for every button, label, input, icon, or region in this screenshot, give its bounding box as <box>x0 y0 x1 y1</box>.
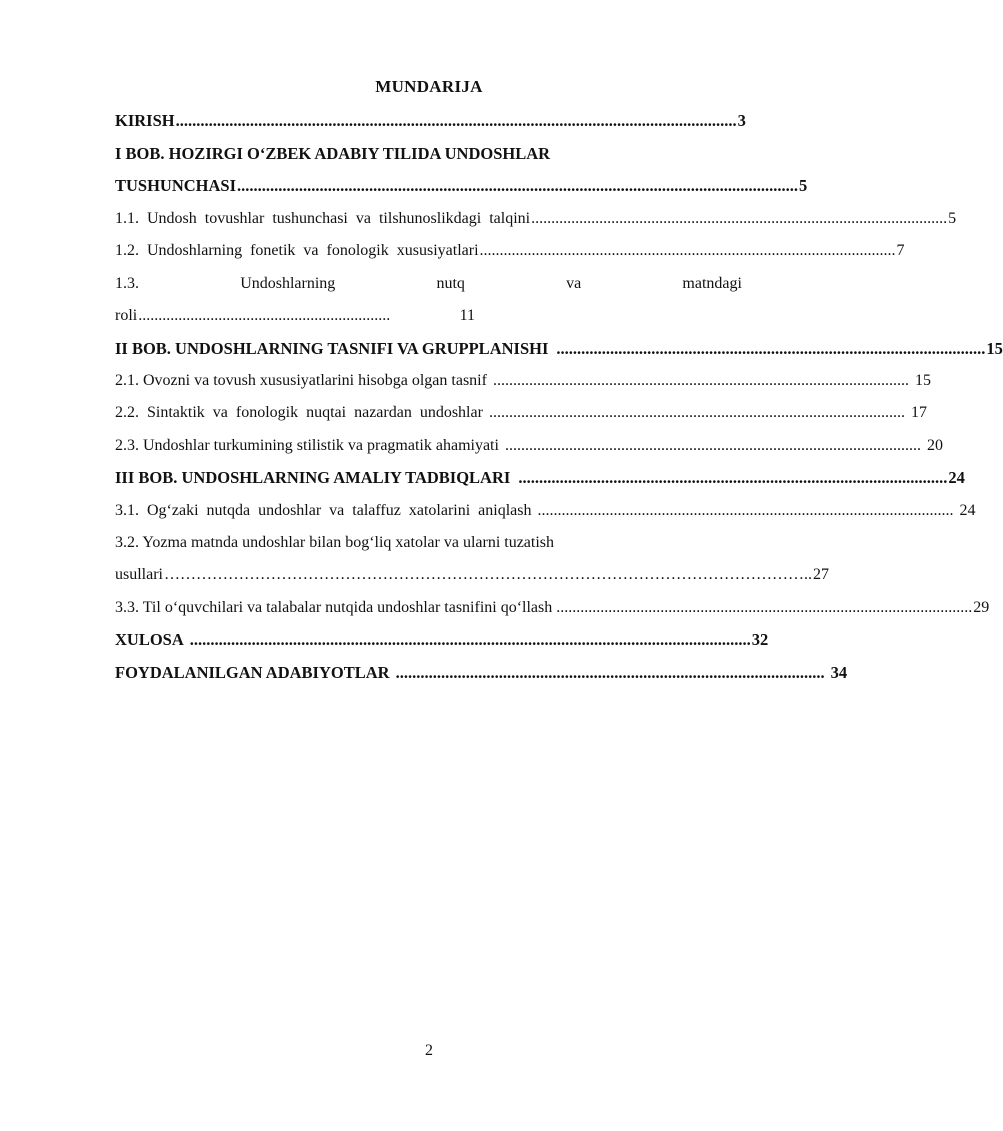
toc-leader-dots: ........................................................................................................ <box>531 210 948 227</box>
toc-entry-label: 1.1. Undosh tovushlar tushunchasi va tilshunoslikdagi talqini <box>115 210 531 227</box>
toc-leader-dots: ........................................................................................................ <box>492 372 909 389</box>
toc-entry-xulosa <box>115 629 769 651</box>
toc-leader-dots: ........................................................................................................ <box>556 599 973 616</box>
toc-entry-word: va <box>566 275 582 292</box>
toc-entry-kirish <box>115 110 746 132</box>
toc-entry-label: 3.2. Yozma matnda undoshlar bilan bog‘liq xatolar va ularni tuzatish <box>115 534 555 551</box>
toc-entry-label: usullari <box>115 566 163 583</box>
toc-page-number: 29 <box>973 599 990 616</box>
toc-leader-dots: ………………………………………………………………………………………………………….. <box>164 566 812 583</box>
toc-leader-dots: ........................................................................................................................................ <box>189 630 751 649</box>
toc-entry-chapter-1 <box>115 175 808 197</box>
toc-leader-dots: ........................................................................................................ <box>479 242 896 259</box>
toc-entry-label: roli <box>115 307 138 324</box>
toc-page-number: 11 <box>459 307 475 324</box>
toc-page-number: 24 <box>948 468 965 487</box>
toc-leader-dots: ........................................................................................................ <box>556 339 986 358</box>
toc-page-number: 3 <box>737 111 746 130</box>
toc-entry-label: TUSHUNCHASI <box>115 176 237 195</box>
toc-entry-word: nutq <box>436 275 465 292</box>
toc-entry-label: KIRISH <box>115 111 175 130</box>
toc-page-number: 20 <box>926 437 943 454</box>
toc-entry-word: Undoshlarning <box>240 275 336 292</box>
toc-page-number: 15 <box>914 372 931 389</box>
toc-entry-2-2 <box>115 402 927 424</box>
toc-page-number: 24 <box>959 502 976 519</box>
toc-entry-label: 3.1. Og‘zaki nutqda undoshlar va talaffuz xatolarini aniqlash <box>115 502 532 519</box>
toc-entry-word: matndagi <box>682 275 742 292</box>
toc-leader-dots: ............................................................... <box>138 307 391 324</box>
toc-entry-label: XULOSA <box>115 630 184 649</box>
toc-entry-label: FOYDALANILGAN ADABIYOTLAR <box>115 663 390 682</box>
toc-entry-chapter-2 <box>115 338 1003 360</box>
toc-entry-3-2 <box>115 564 829 586</box>
toc-entry-label: 2.3. Undoshlar turkumining stilistik va pragmatik ahamiyati <box>115 437 499 454</box>
page-title: MUNDARIJA <box>375 77 483 96</box>
toc-entry-label: III BOB. UNDOSHLARNING AMALIY TADBIQLARI <box>115 468 511 487</box>
toc-leader-dots: ........................................................................................................................................ <box>175 111 737 130</box>
toc-leader-dots: ........................................................................................................ <box>395 663 825 682</box>
toc-entry-label: II BOB. UNDOSHLARNING TASNIFI VA GRUPPLANISHI <box>115 339 549 358</box>
toc-entry-label: 3.3. Til o‘quvchilari va talabalar nutqida undoshlar tasnifini qo‘llash <box>115 599 553 616</box>
toc-page-number: 27 <box>813 566 829 583</box>
toc-leader-dots: ........................................................................................................ <box>504 437 921 454</box>
toc-entry-2-1 <box>115 370 931 392</box>
toc-entry-word: 1.3. <box>115 275 139 292</box>
toc-entry-1-1 <box>115 208 957 230</box>
toc-entry-chapter-1-title <box>115 143 742 165</box>
toc-entry-label: 2.1. Ovozni va tovush xususiyatlarini hisobga olgan tasnif <box>115 372 487 389</box>
toc-page-number: 15 <box>986 339 1003 358</box>
toc-entry-chapter-3 <box>115 467 965 489</box>
page-number: 2 <box>425 1042 433 1059</box>
toc-entry-3-1 <box>115 500 976 522</box>
toc-entry-label: 1.2. Undoshlarning fonetik va fonologik xususiyatlari <box>115 242 479 259</box>
toc-page-number: 17 <box>910 404 927 421</box>
toc-leader-dots: ........................................................................................................ <box>518 468 948 487</box>
toc-page-number: 7 <box>896 242 905 259</box>
toc-entry-3-3 <box>115 597 990 619</box>
toc-page-number: 5 <box>799 176 808 195</box>
toc-entry-label: 2.2. Sintaktik va fonologik nuqtai nazardan undoshlar <box>115 404 483 421</box>
toc-entry-2-3 <box>115 435 943 457</box>
toc-entry-1-3-title <box>115 273 742 295</box>
toc-leader-dots: ........................................................................................................ <box>488 404 905 421</box>
toc-leader-dots: ........................................................................................................................................ <box>237 176 799 195</box>
toc-entry-1-3 <box>115 305 475 327</box>
toc-entry-label: I BOB. HOZIRGI O‘ZBEK ADABIY TILIDA UNDOSHLAR <box>115 144 551 163</box>
toc-leader-dots: ........................................................................................................ <box>537 502 954 519</box>
toc-entry-3-2-title <box>115 532 742 554</box>
toc-entry-1-2 <box>115 240 905 262</box>
toc-page-number: 32 <box>751 630 769 649</box>
toc-entry-adabiyotlar <box>115 662 848 684</box>
toc-page-number: 5 <box>948 210 957 227</box>
toc-page-number: 34 <box>830 663 848 682</box>
